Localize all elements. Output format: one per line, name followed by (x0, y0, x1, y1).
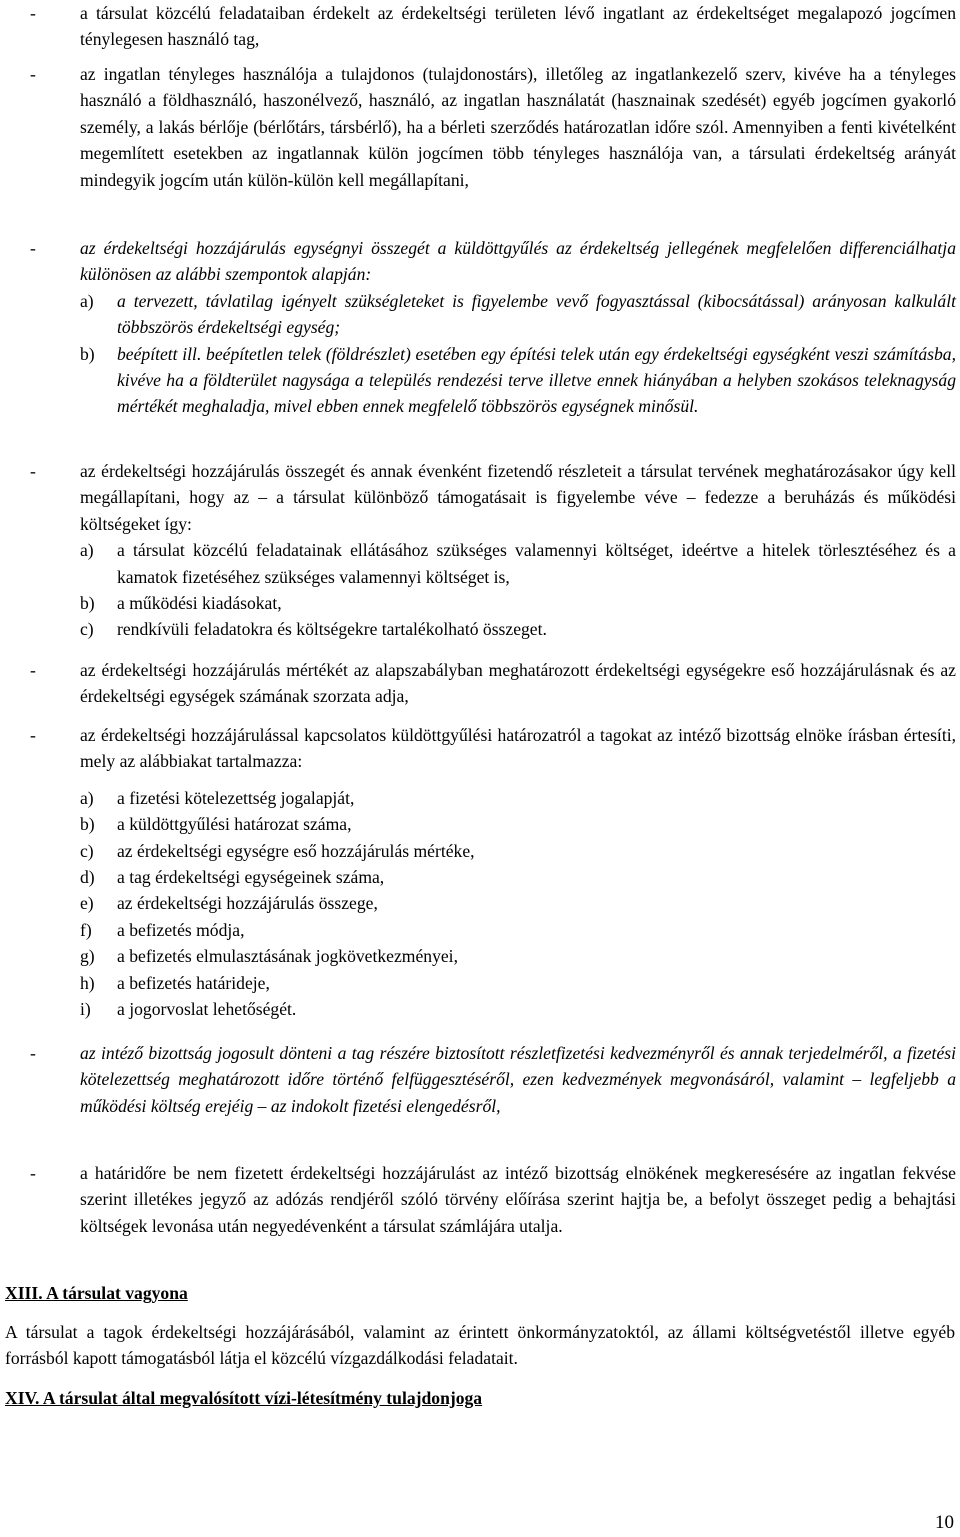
sub-item (80, 838, 956, 864)
list-item-text: a társulat közcélú feladataiban érdekelt az érdekeltségi területen lévő ingatlant az érdekeltséget megalapozó jogcímen ténylegesen használó tag, (80, 3, 956, 50)
sub-item (80, 943, 956, 969)
sub-item-text: a működési kiadásokat, (117, 593, 282, 614)
sub-item (80, 288, 956, 341)
list-item (30, 1160, 956, 1239)
list-item-text: az ingatlan tényleges használója a tulajdonos (tulajdonostárs), illetőleg az ingatlankezelő szerv, kivéve ha a tényleges használó a földhasználó, haszonélvező, használó, az ingatlan használatát (hasznainak szedését) egyéb jogcímen gyakorló személy, a lakás bérlője (bérlőtárs, társbérlő), ha a bérleti szerződés határozatlan időre szól. Amennyiben a fenti kivételként megemlített esetekben az ingatlannak külön jogcímen több tényleges használója van, a társulati érdekeltség arányát mindegyik jogcím után külön-külön kell megállapítani, (80, 64, 956, 190)
sub-item-text: a befizetés módja, (117, 919, 245, 940)
sub-item (80, 785, 956, 811)
list-dash: - (30, 660, 36, 680)
list-item (30, 722, 956, 1022)
sub-item (80, 811, 956, 837)
section-heading: XIII. A társulat vagyona (5, 1283, 188, 1303)
list-dash: - (30, 3, 36, 23)
sub-item-label: c) (80, 840, 94, 861)
sub-item-text: a tag érdekeltségi egységeinek száma, (117, 867, 385, 888)
list-item-text: az érdekeltségi hozzájárulás egységnyi összegét a küldöttgyűlés az érdekeltség jellegének megfelelően differenciálhatja különösen az alábbi szempontok alapján: (80, 238, 956, 285)
sub-item (80, 970, 956, 996)
sub-item (80, 890, 956, 916)
sub-item-label: i) (80, 999, 91, 1020)
sub-item-text: a jogorvoslat lehetőségét. (117, 999, 297, 1020)
list-item (30, 0, 956, 53)
list-item-text: az érdekeltségi hozzájárulás mértékét az alapszabályban meghatározott érdekeltségi egységekre eső hozzájárulásnak és az érdekeltségi egységek számának szorzata adja, (80, 660, 956, 707)
list-item-text: az érdekeltségi hozzájárulás összegét és annak évenként fizetendő részleteit a társulat tervének meghatározásakor úgy kell megállapítani, hogy az – a társulat különböző támogatásait is figyelembe véve – fedezze a beruházás és működési költségeket így: (80, 461, 956, 534)
sub-item-text: a fizetési kötelezettség jogalapját, (117, 787, 355, 808)
section-heading: XIV. A társulat által megvalósított vízi-létesítmény tulajdonjoga (5, 1388, 483, 1408)
sub-item (80, 917, 956, 943)
sub-item-text: az érdekeltségi hozzájárulás összege, (117, 893, 378, 914)
sub-item-text: a befizetés elmulasztásának jogkövetkezményei, (117, 946, 458, 967)
sub-item-text: az érdekeltségi egységre eső hozzájárulás mértéke, (117, 840, 475, 861)
sub-item-label: f) (80, 919, 92, 940)
list-dash: - (30, 725, 36, 745)
sub-item-text: a tervezett, távlatilag igényelt szükségleteket is figyelembe vevő fogyasztással (kibocsátással) arányosan kalkulált többszörös érdekeltségi egység; (117, 290, 956, 338)
list-item-text: a határidőre be nem fizetett érdekeltségi hozzájárulást az intéző bizottság elnökének megkeresésére az ingatlan fekvése szerint illetékes jegyző az adózás rendjéről szóló törvény előírása szerint hajtja be, a befolyt összeget pedig a behajtási költségek levonása után negyedévenként a társulat számlájára utalja. (80, 1163, 956, 1236)
list-item (30, 1040, 956, 1119)
list-dash: - (30, 238, 36, 258)
sub-item-text: a befizetés határideje, (117, 972, 270, 993)
sub-item-label: b) (80, 343, 95, 364)
list-dash: - (30, 64, 36, 84)
sub-item-text: beépített ill. beépítetlen telek (földrészlet) esetében egy építési telek után egy érdekeltségi egységként veszi számításba, kivéve ha a földterület nagysága a település rendezési terve illetve ennek hiányában a helyben szokásos teleknagyság mértékét meghaladja, mivel ebben ennek megfelelő többszörös egységnek minősül. (117, 343, 956, 417)
list-item-text: az érdekeltségi hozzájárulással kapcsolatos küldöttgyűlési határozatról a tagokat az intéző bizottság elnöke írásban értesíti, mely az alábbiakat tartalmazza: (80, 725, 956, 772)
sub-item (80, 996, 956, 1022)
list-dash: - (30, 1043, 36, 1063)
sub-item-label: h) (80, 972, 95, 993)
sub-item-text: rendkívüli feladatokra és költségekre tartalékolható összeget. (117, 619, 547, 640)
sub-item (80, 864, 956, 890)
list-item (30, 657, 956, 710)
sub-item-label: e) (80, 893, 94, 914)
sub-item-label: a) (80, 787, 94, 808)
sub-item-label: d) (80, 867, 95, 888)
sub-item (80, 537, 956, 590)
sub-item (80, 590, 956, 616)
sub-item-text: a küldöttgyűlési határozat száma, (117, 814, 352, 835)
list-item (30, 235, 956, 420)
section-paragraph: A társulat a tagok érdekeltségi hozzájárásából, valamint az érintett önkormányzatoktól, az állami költségvetéstől illetve egyéb forrásból kapott támogatásból látja el közcélú vízgazdálkodási feladatait. (5, 1322, 955, 1369)
page-number: 10 (935, 1512, 954, 1533)
sub-item-text: a társulat közcélú feladatainak ellátásához szükséges valamennyi költséget, ideértve a hitelek törlesztéséhez és a kamatok fizetéséhez szükséges valamennyi költséget is, (117, 540, 956, 587)
list-item (30, 61, 956, 193)
sub-item-label: g) (80, 946, 95, 967)
list-item-text: az intéző bizottság jogosult dönteni a tag részére biztosított részletfizetési kedvezményről és annak terjedelméről, a fizetési kötelezettség meghatározott időre történő felfüggesztéséről, ezen kedvezmények megvonásáról, valamint – legfeljebb a működési költség erejéig – az indokolt fizetési elengedésről, (80, 1043, 956, 1116)
list-dash: - (30, 461, 36, 481)
sub-item-label: a) (80, 540, 94, 561)
list-item (30, 458, 956, 643)
sub-item-label: b) (80, 593, 95, 614)
sub-item (80, 341, 956, 420)
sub-item (80, 616, 956, 642)
list-dash: - (30, 1163, 36, 1183)
sub-item-label: c) (80, 619, 94, 640)
sub-item-label: a) (80, 290, 94, 311)
sub-item-label: b) (80, 814, 95, 835)
